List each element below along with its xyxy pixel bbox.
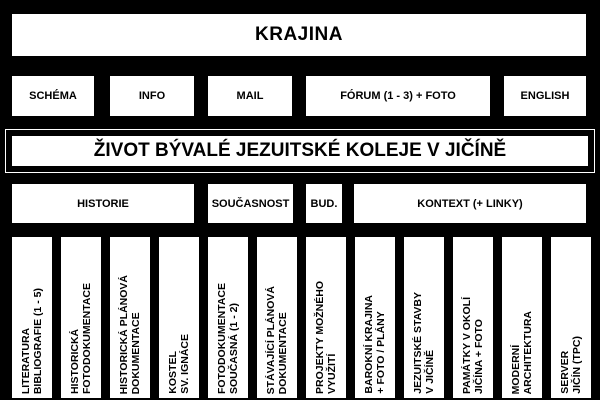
column-link-kostel-sv-ignace[interactable]: [157, 235, 201, 400]
column-link-stavajici-planova-dokumentace[interactable]: [255, 235, 299, 400]
column-label: BAROKNÍ KRAJINA + FOTO / PLÁNY: [363, 295, 387, 394]
nav-forum-link[interactable]: FÓRUM (1 - 3) + FOTO: [304, 74, 492, 118]
column-label: JEZUITSKÉ STAVBY V JIČÍNĚ: [412, 292, 436, 394]
column-link-pamatky-v-okoli[interactable]: [451, 235, 495, 400]
column-label: HISTORICKÁ FOTODOKUMENTACE: [69, 282, 93, 394]
column-link-historicka-planova-dokumentace[interactable]: [108, 235, 152, 400]
column-link-barokni-krajina[interactable]: [353, 235, 397, 400]
column-link-moderni-architektura[interactable]: [500, 235, 544, 400]
column-link-fotodokumentace-soucasna[interactable]: [206, 235, 250, 400]
section-historie-link[interactable]: HISTORIE: [10, 182, 196, 225]
column-link-projekty-mozneho-vyuziti[interactable]: [304, 235, 348, 400]
column-link-literatura[interactable]: [10, 235, 54, 400]
column-label: LITERATURA BIBLIOGRAFIE (1 - 5): [20, 287, 44, 394]
column-link-jezuitske-stavby[interactable]: [402, 235, 446, 400]
section-soucasnost-link[interactable]: SOUČASNOST: [206, 182, 295, 225]
column-label: KOSTEL SV. IGNÁCE: [167, 334, 191, 394]
column-label: STÁVAJÍCÍ PLÁNOVÁ DOKUMENTACE: [265, 285, 289, 394]
column-link-historicka-fotodokumentace[interactable]: [59, 235, 103, 400]
nav-schema-link[interactable]: SCHÉMA: [10, 74, 96, 118]
nav-mail-link[interactable]: MAIL: [206, 74, 294, 118]
column-link-server-jicin[interactable]: [549, 235, 593, 400]
page-banner: ŽIVOT BÝVALÉ JEZUITSKÉ KOLEJE V JIČÍNĚ: [2, 126, 598, 176]
column-label: SERVER JIČÍN (TPC): [559, 336, 583, 394]
column-label: HISTORICKÁ PLÁNOVÁ DOKUMENTACE: [118, 274, 142, 394]
column-label: MODERNÍ ARCHITEKTURA: [510, 310, 534, 394]
section-bud-link[interactable]: BUD.: [304, 182, 344, 225]
column-label: PROJEKTY MOŽNÉHO VYUŽITÍ: [314, 281, 338, 394]
nav-info-link[interactable]: INFO: [108, 74, 196, 118]
title-krajina-link[interactable]: KRAJINA: [10, 12, 588, 58]
column-label: FOTODOKUMENTACE SOUČASNÁ (1 - 2): [216, 282, 240, 394]
nav-english-link[interactable]: ENGLISH: [502, 74, 588, 118]
section-kontext-link[interactable]: KONTEXT (+ LINKY): [352, 182, 588, 225]
column-label: PAMÁTKY V OKOLÍ JIČÍNA + FOTO: [461, 296, 485, 394]
